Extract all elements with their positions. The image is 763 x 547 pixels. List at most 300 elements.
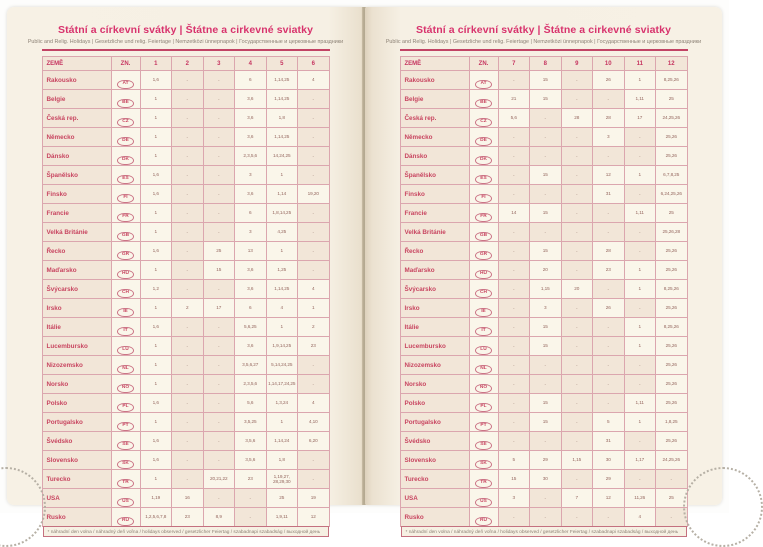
holiday-dates-cell: 25,26,28 [656, 223, 688, 242]
holiday-dates-cell: 15 [530, 337, 562, 356]
holiday-dates-cell: 1 [624, 318, 656, 337]
country-code-badge: CH [117, 289, 134, 298]
holiday-dates-cell: - [172, 185, 204, 204]
country-code-badge: HU [475, 270, 492, 279]
column-header-month: 1 [140, 57, 172, 71]
holiday-dates-cell: 1 [140, 337, 172, 356]
holiday-dates-cell: 1 [624, 337, 656, 356]
table-row [42, 261, 329, 280]
holiday-dates-cell: - [498, 242, 530, 261]
holiday-dates-cell: - [172, 261, 204, 280]
holiday-dates-cell: - [561, 242, 593, 261]
holiday-dates-cell: 17 [624, 109, 656, 128]
holiday-dates-cell: 11,26 [624, 489, 656, 508]
holiday-dates-cell: - [530, 432, 562, 451]
country-code-badge: PT [117, 422, 134, 431]
holiday-dates-cell: 1,3,24 [266, 394, 298, 413]
holiday-dates-cell: - [203, 356, 235, 375]
table-row [400, 242, 687, 261]
holiday-dates-cell: - [498, 166, 530, 185]
holiday-dates-cell: - [561, 223, 593, 242]
country-code-cell [469, 147, 498, 166]
holiday-dates-cell: 24,25,26 [656, 109, 688, 128]
holiday-dates-cell: - [593, 204, 625, 223]
holiday-dates-cell: 1 [624, 413, 656, 432]
holiday-dates-cell: - [561, 71, 593, 90]
table-row [42, 128, 329, 147]
holiday-dates-cell: 1 [140, 261, 172, 280]
title-rule [400, 49, 688, 51]
country-name: Slovensko [400, 451, 469, 470]
holiday-dates-cell: - [298, 261, 330, 280]
country-code-cell [469, 299, 498, 318]
holiday-dates-cell: - [172, 223, 204, 242]
holiday-dates-cell: 1 [624, 71, 656, 90]
holiday-dates-cell: - [203, 413, 235, 432]
holiday-dates-cell: - [235, 508, 267, 527]
holiday-dates-cell: - [561, 394, 593, 413]
holiday-dates-cell: - [561, 413, 593, 432]
holiday-dates-cell: 1,15 [561, 451, 593, 470]
country-code-badge: HU [117, 270, 134, 279]
holiday-dates-cell: 8,25,26 [656, 318, 688, 337]
holiday-dates-cell: - [593, 337, 625, 356]
country-code-badge: TR [475, 479, 492, 488]
country-name: Rusko [400, 508, 469, 527]
table-row [400, 109, 687, 128]
column-header-month: 7 [498, 57, 530, 71]
country-name: Slovensko [42, 451, 111, 470]
table-row [42, 223, 329, 242]
holiday-dates-cell: 1,6 [140, 242, 172, 261]
country-code-badge: NO [475, 384, 492, 393]
holiday-dates-cell: 1,8 [266, 109, 298, 128]
country-name: Portugalsko [400, 413, 469, 432]
holiday-dates-cell: - [624, 185, 656, 204]
table-row [400, 375, 687, 394]
holiday-dates-cell: 4,25 [266, 223, 298, 242]
holiday-dates-cell: - [624, 299, 656, 318]
holiday-dates-cell: - [172, 413, 204, 432]
country-name: Belgie [400, 90, 469, 109]
holiday-dates-cell: 1,2 [140, 280, 172, 299]
holiday-dates-cell: 28 [593, 242, 625, 261]
country-name: Lucembursko [400, 337, 469, 356]
table-row [400, 470, 687, 489]
holiday-dates-cell: 6,20 [298, 432, 330, 451]
country-name: Švédsko [400, 432, 469, 451]
holiday-dates-cell: 1 [624, 166, 656, 185]
holiday-dates-cell: 2 [298, 318, 330, 337]
holiday-dates-cell: - [172, 71, 204, 90]
holiday-dates-cell: - [530, 109, 562, 128]
holiday-dates-cell: 1 [624, 261, 656, 280]
holiday-dates-cell: 1,14,25 [266, 71, 298, 90]
table-row [42, 166, 329, 185]
country-name: Finsko [400, 185, 469, 204]
holiday-dates-cell: 1 [140, 356, 172, 375]
country-code-badge: CZ [117, 118, 134, 127]
holiday-dates-cell: 20,21,22 [203, 470, 235, 489]
column-header-month: 3 [203, 57, 235, 71]
holiday-dates-cell: - [593, 280, 625, 299]
country-code-badge: PL [475, 403, 492, 412]
country-name: Turecko [42, 470, 111, 489]
country-code-badge: SE [117, 441, 134, 450]
country-code-cell [111, 356, 140, 375]
table-row [400, 451, 687, 470]
holiday-dates-cell: 8,25,26 [656, 280, 688, 299]
holiday-dates-cell: 1,8,25 [656, 413, 688, 432]
country-code-badge: FI [475, 194, 492, 203]
holiday-dates-cell: 1,6 [140, 451, 172, 470]
country-code-cell [469, 128, 498, 147]
country-code-cell [111, 242, 140, 261]
column-header-month: 8 [530, 57, 562, 71]
holiday-dates-cell: - [172, 394, 204, 413]
country-name: Řecko [42, 242, 111, 261]
holiday-dates-cell: 29 [593, 470, 625, 489]
table-row [400, 413, 687, 432]
holiday-dates-cell: - [498, 71, 530, 90]
holiday-dates-cell: 1,14,17,24,25 [266, 375, 298, 394]
holiday-dates-cell: 29 [530, 451, 562, 470]
holiday-dates-cell: 12 [593, 166, 625, 185]
holiday-dates-cell: 5,6,25 [235, 318, 267, 337]
country-code-badge: DE [475, 137, 492, 146]
holiday-dates-cell: 3,6 [235, 337, 267, 356]
table-row [42, 280, 329, 299]
holiday-dates-cell: - [530, 356, 562, 375]
holiday-dates-cell: 19,20 [298, 185, 330, 204]
country-code-badge: DK [475, 156, 492, 165]
table-row [42, 318, 329, 337]
holiday-dates-cell: 15 [203, 261, 235, 280]
country-code-badge: TR [117, 479, 134, 488]
holiday-dates-cell: - [172, 318, 204, 337]
holiday-dates-cell: - [561, 375, 593, 394]
table-row [400, 394, 687, 413]
holiday-dates-cell: 1 [266, 242, 298, 261]
country-code-cell [111, 147, 140, 166]
holiday-dates-cell: - [624, 147, 656, 166]
holiday-dates-cell: 16 [172, 489, 204, 508]
holiday-dates-cell: 4 [298, 71, 330, 90]
holiday-dates-cell: 3,5,6 [235, 451, 267, 470]
holiday-dates-cell: - [593, 375, 625, 394]
country-code-cell [469, 451, 498, 470]
holiday-dates-cell: 23 [593, 261, 625, 280]
table-row [42, 90, 329, 109]
country-name: Rusko [42, 508, 111, 527]
country-code-cell [469, 242, 498, 261]
holiday-dates-cell: - [624, 242, 656, 261]
country-code-cell [469, 280, 498, 299]
holiday-dates-cell: 3 [235, 223, 267, 242]
holiday-dates-cell: 15 [530, 413, 562, 432]
country-code-cell [469, 204, 498, 223]
holiday-dates-cell: 5,6 [498, 109, 530, 128]
holiday-dates-cell: - [172, 356, 204, 375]
holiday-dates-cell: - [298, 109, 330, 128]
holiday-dates-cell: - [498, 432, 530, 451]
holiday-dates-cell: - [172, 242, 204, 261]
country-name: Rakousko [42, 71, 111, 90]
holiday-dates-cell: 1,17 [624, 451, 656, 470]
table-row [400, 147, 687, 166]
country-code-cell [469, 432, 498, 451]
column-header-month: 10 [593, 57, 625, 71]
table-row [400, 356, 687, 375]
holiday-dates-cell: - [172, 147, 204, 166]
country-code-badge: NO [117, 384, 134, 393]
holiday-dates-cell: - [203, 318, 235, 337]
holiday-dates-cell: 25 [266, 489, 298, 508]
holiday-dates-cell: - [298, 223, 330, 242]
holiday-dates-cell: 28 [561, 109, 593, 128]
country-code-badge: NL [475, 365, 492, 374]
table-row [400, 128, 687, 147]
holiday-dates-cell: 25,26 [656, 356, 688, 375]
country-code-badge: GR [117, 251, 134, 260]
holiday-dates-cell: 1,6 [140, 166, 172, 185]
holiday-dates-cell: 25 [656, 90, 688, 109]
page-subtitle: Public and Relig. Holidays | Gesetzliche und relig. Feiertage | Nemzetközi ünnepnapok | Государственные и церковные праздники [27, 39, 344, 45]
holiday-dates-cell: 1,19 [140, 489, 172, 508]
holiday-dates-cell: - [561, 166, 593, 185]
table-row [400, 337, 687, 356]
holiday-dates-cell: 13 [235, 242, 267, 261]
country-code-badge: RU [475, 517, 492, 526]
country-name: Velká Británie [42, 223, 111, 242]
holiday-dates-cell: 4,10 [298, 413, 330, 432]
holiday-dates-cell: - [498, 318, 530, 337]
country-name: USA [42, 489, 111, 508]
holiday-dates-cell: - [203, 489, 235, 508]
holiday-dates-cell: 30 [530, 470, 562, 489]
holiday-dates-cell: 25 [656, 489, 688, 508]
holiday-dates-cell: - [172, 280, 204, 299]
holiday-dates-cell: - [172, 470, 204, 489]
table-row [400, 71, 687, 90]
table-row [42, 508, 329, 527]
holiday-dates-cell: - [561, 204, 593, 223]
table-row [42, 394, 329, 413]
holiday-dates-cell: - [498, 128, 530, 147]
holiday-dates-cell: 31 [593, 432, 625, 451]
column-header-month: 6 [298, 57, 330, 71]
holidays-table-months-7-12 [400, 56, 688, 527]
holiday-dates-cell: - [298, 356, 330, 375]
page-title: Státní a církevní svátky | Štátne a cirkevné sviatky [57, 24, 314, 36]
holiday-dates-cell: - [498, 394, 530, 413]
table-row [42, 71, 329, 90]
country-code-cell [111, 128, 140, 147]
holiday-dates-cell: 6,7,8,25 [656, 166, 688, 185]
holiday-dates-cell: - [561, 318, 593, 337]
country-name: Švýcarsko [400, 280, 469, 299]
country-code-cell [111, 90, 140, 109]
holidays-table-months-1-6 [42, 56, 330, 527]
country-name: Nizozemsko [400, 356, 469, 375]
country-code-badge: FR [117, 213, 134, 222]
holiday-dates-cell: 1,25 [266, 261, 298, 280]
country-code-badge: CH [475, 289, 492, 298]
holiday-dates-cell: - [498, 261, 530, 280]
holiday-dates-cell: 15 [530, 204, 562, 223]
header-row [42, 57, 329, 71]
country-code-badge: LU [475, 346, 492, 355]
country-name: Španělsko [400, 166, 469, 185]
holiday-dates-cell: 23 [298, 337, 330, 356]
country-code-badge: US [117, 498, 134, 507]
table-row [400, 166, 687, 185]
holiday-dates-cell: 3,6 [235, 261, 267, 280]
table-row [42, 451, 329, 470]
holiday-dates-cell: 23 [172, 508, 204, 527]
holiday-dates-cell: - [203, 337, 235, 356]
holiday-dates-cell: - [498, 147, 530, 166]
holiday-dates-cell: - [298, 242, 330, 261]
holiday-dates-cell: - [593, 318, 625, 337]
column-header-month: 9 [561, 57, 593, 71]
holiday-dates-cell: 1 [266, 318, 298, 337]
country-code-badge: LU [117, 346, 134, 355]
table-row [42, 489, 329, 508]
column-header-month: 5 [266, 57, 298, 71]
country-name: Maďarsko [42, 261, 111, 280]
holiday-dates-cell: - [593, 356, 625, 375]
holiday-dates-cell: 4 [624, 508, 656, 527]
country-name: Irsko [400, 299, 469, 318]
holiday-dates-cell: 6,24,25,26 [656, 185, 688, 204]
country-name: Polsko [400, 394, 469, 413]
holiday-dates-cell: 5 [593, 413, 625, 432]
holiday-dates-cell: - [172, 128, 204, 147]
holiday-dates-cell: 6 [235, 71, 267, 90]
table-row [400, 223, 687, 242]
holiday-dates-cell: - [498, 508, 530, 527]
holiday-dates-cell: - [498, 356, 530, 375]
holiday-dates-cell: 1,14,25 [266, 128, 298, 147]
column-header-month: 11 [624, 57, 656, 71]
country-name: Belgie [42, 90, 111, 109]
country-code-cell [111, 508, 140, 527]
table-row [400, 185, 687, 204]
country-code-badge: DE [117, 137, 134, 146]
holiday-dates-cell: 3 [530, 299, 562, 318]
holiday-dates-cell: - [203, 90, 235, 109]
holiday-dates-cell: 1,14 [266, 185, 298, 204]
holiday-dates-cell: - [298, 147, 330, 166]
table-row [400, 204, 687, 223]
table-row [42, 109, 329, 128]
holiday-dates-cell: - [498, 375, 530, 394]
holiday-dates-cell: 1,11 [624, 394, 656, 413]
holiday-dates-cell: - [593, 223, 625, 242]
holiday-dates-cell: 15 [530, 166, 562, 185]
country-code-cell [111, 489, 140, 508]
country-code-badge: SK [475, 460, 492, 469]
holiday-dates-cell: 1 [140, 128, 172, 147]
holiday-dates-cell: - [172, 166, 204, 185]
holiday-dates-cell: - [593, 90, 625, 109]
holiday-dates-cell: - [498, 299, 530, 318]
holiday-dates-cell: - [203, 223, 235, 242]
country-code-badge: AT [475, 80, 492, 89]
table-row [400, 432, 687, 451]
column-header-month: 12 [656, 57, 688, 71]
country-code-badge: ES [475, 175, 492, 184]
country-code-cell [111, 204, 140, 223]
holiday-dates-cell: 15 [530, 242, 562, 261]
country-code-cell [111, 470, 140, 489]
holiday-dates-cell: 1 [624, 280, 656, 299]
table-row [42, 147, 329, 166]
country-name: Švédsko [42, 432, 111, 451]
holiday-dates-cell: - [172, 451, 204, 470]
country-name: Německo [400, 128, 469, 147]
country-name: Švýcarsko [42, 280, 111, 299]
holiday-dates-cell: 15 [530, 90, 562, 109]
holiday-dates-cell: 1 [140, 413, 172, 432]
holiday-dates-cell: - [498, 337, 530, 356]
holiday-dates-cell: 2,3,5,6 [235, 375, 267, 394]
country-name: Itálie [42, 318, 111, 337]
holiday-dates-cell: - [203, 71, 235, 90]
holiday-dates-cell: - [298, 128, 330, 147]
country-name: Nizozemsko [42, 356, 111, 375]
country-code-badge: NL [117, 365, 134, 374]
country-name: Dánsko [42, 147, 111, 166]
holiday-dates-cell: 31 [593, 185, 625, 204]
holiday-dates-cell: 3 [498, 489, 530, 508]
country-name: Portugalsko [42, 413, 111, 432]
country-name: Polsko [42, 394, 111, 413]
holiday-dates-cell: 28 [593, 109, 625, 128]
holiday-dates-cell: - [172, 90, 204, 109]
holiday-dates-cell: - [530, 128, 562, 147]
holiday-dates-cell: - [172, 109, 204, 128]
holiday-dates-cell: 5 [498, 451, 530, 470]
table-footnote: * náhradní den volna / náhradný deň voľna / holidays observed / gesetzlicher Feiertag / szabadnapi szabadság / выходной день [43, 526, 329, 537]
country-name: USA [400, 489, 469, 508]
holiday-dates-cell: - [561, 432, 593, 451]
country-code-cell [469, 185, 498, 204]
holiday-dates-cell: - [298, 451, 330, 470]
country-code-badge: SK [117, 460, 134, 469]
holiday-dates-cell: 1,6 [140, 394, 172, 413]
holiday-dates-cell: 15 [530, 71, 562, 90]
holiday-dates-cell: 14,24,25 [266, 147, 298, 166]
table-row [42, 299, 329, 318]
holiday-dates-cell: 26 [593, 299, 625, 318]
country-code-badge: CZ [475, 118, 492, 127]
holiday-dates-cell: - [172, 204, 204, 223]
holiday-dates-cell: 4 [298, 280, 330, 299]
country-code-cell [469, 508, 498, 527]
holiday-dates-cell: 1 [140, 299, 172, 318]
table-row [400, 489, 687, 508]
holiday-dates-cell: 3,6 [235, 128, 267, 147]
holiday-dates-cell: 3,6 [235, 109, 267, 128]
holiday-dates-cell: 1 [140, 223, 172, 242]
country-code-cell [111, 71, 140, 90]
country-code-badge: GR [475, 251, 492, 260]
country-code-badge: PT [475, 422, 492, 431]
country-name: Norsko [400, 375, 469, 394]
holiday-dates-cell: 1,14,24 [266, 432, 298, 451]
